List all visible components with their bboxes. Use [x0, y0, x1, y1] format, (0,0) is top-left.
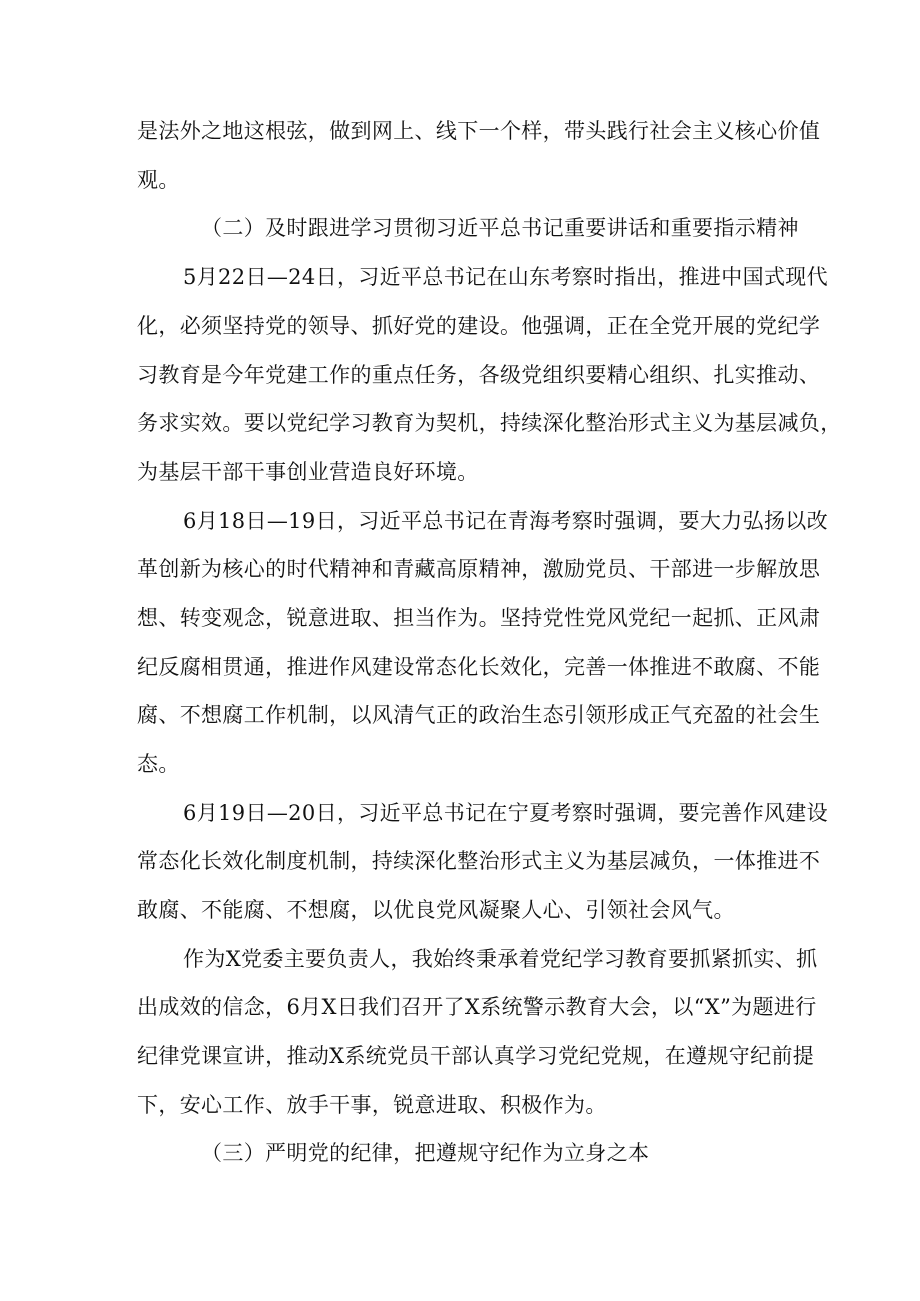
text-line: 是法外之地这根弦，做到网上、线下一个样，带头践行社会主义核心价值 — [137, 119, 821, 143]
text-line: 常态化长效化制度机制，持续深化整治形式主义为基层减负，一体推进不 — [137, 849, 821, 873]
section-heading: （三）严明党的纪律，把遵规守纪作为立身之本 — [201, 1141, 650, 1165]
text-line: 下，安心工作、放手干事，锐意进取、积极作为。 — [137, 1093, 607, 1117]
text-line: 态。 — [137, 752, 180, 776]
text-line: 纪律党课宣讲，推动X系统党员干部认真学习党纪党规，在遵规守纪前提 — [137, 1044, 815, 1068]
paragraph-first-line: 5月22日—24日，习近平总书记在山东考察时指出，推进中国式现代 — [183, 265, 829, 289]
text-line: 出成效的信念，6月X日我们召开了X系统警示教育大会，以“X”为题进行 — [137, 995, 817, 1019]
text-line: 观。 — [137, 168, 180, 192]
text-line: 腐、不想腐工作机制，以风清气正的政治生态引领形成正气充盈的社会生 — [137, 703, 821, 727]
text-line: 革创新为核心的时代精神和青藏高原精神，激励党员、干部进一步解放思 — [137, 557, 821, 581]
paragraph-first-line: 6月18日—19日，习近平总书记在青海考察时强调，要大力弘扬以改 — [183, 509, 829, 533]
text-line: 敢腐、不能腐、不想腐，以优良党风凝聚人心、引领社会风气。 — [137, 898, 735, 922]
text-line: 习教育是今年党建工作的重点任务，各级党组织要精心组织、扎实推动、 — [137, 363, 821, 387]
text-line: 纪反腐相贯通，推进作风建设常态化长效化，完善一体推进不敢腐、不能 — [137, 655, 821, 679]
text-line: 化，必须坚持党的领导、抓好党的建设。他强调，正在全党开展的党纪学 — [137, 314, 821, 338]
text-line: 想、转变观念，锐意进取、担当作为。坚持党性党风党纪一起抓、正风肃 — [137, 606, 821, 630]
text-line: 务求实效。要以党纪学习教育为契机，持续深化整治形式主义为基层减负， — [137, 411, 842, 435]
paragraph-first-line: 作为X党委主要负责人，我始终秉承着党纪学习教育要抓紧抓实、抓 — [183, 947, 818, 971]
text-line: 为基层干部干事创业营造良好环境。 — [137, 460, 479, 484]
section-heading: （二）及时跟进学习贯彻习近平总书记重要讲话和重要指示精神 — [201, 216, 799, 240]
paragraph-first-line: 6月19日—20日，习近平总书记在宁夏考察时强调，要完善作风建设 — [183, 801, 829, 825]
